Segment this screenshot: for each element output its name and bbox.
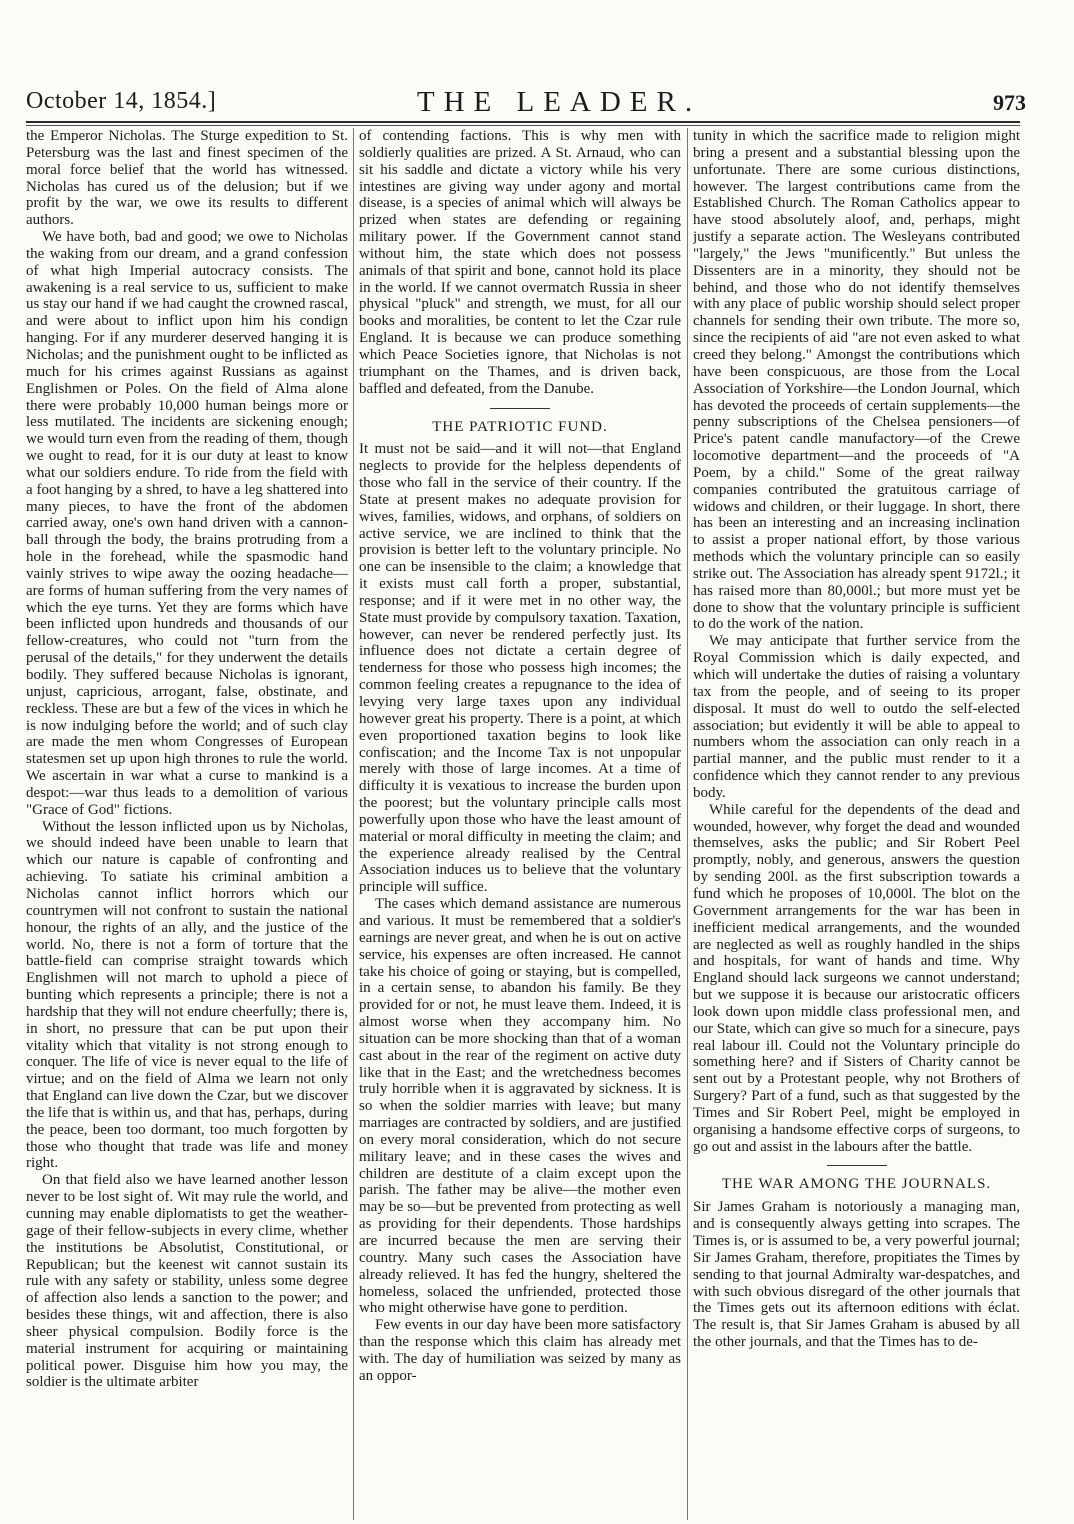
section-rule <box>827 1165 887 1166</box>
paragraph: Sir James Graham is notoriously a managing man, and is consequently always getting into scrapes. The Times is, or is assumed to be, a very powerful journal; Sir James Graham, therefore, propitiates the Times by sending to that journal Admiralty war-despatches, and with such obvious disregard of the other journals that the Times gets out its afternoon editions with éclat. The result is, that Sir James Graham is abused by all the other journals, and that the Times has to de- <box>693 1199 1020 1351</box>
column-divider <box>687 128 688 1520</box>
paragraph: While careful for the dependents of the dead and wounded, however, why forget the dead and wounded themselves, asks the public; and Sir Robert Peel promptly, nobly, and generous, answers the question by sending 200l. as the first subscription towards a fund which he proposes of 10,000l. The blot on the Government arrangements for the war has been in inefficient medical arrangements, and the wounded are neglected as well as roughly handled in the ships and hospitals, for want of hands and time. Why England should lack surgeons we cannot understand; but we suppose it is because our aristocratic officers look down upon middle class professional men, and our State, which can give so much for a sinecure, pays real labour ill. Could not the Voluntary principle do something here? and if Sisters of Charity cannot be sent out by a Protestant people, why not Brothers of Surgery? Part of a fund, such as that suggested by the Times and Sir Robert Peel, might be employed in organising a handsome effective corps of surgeons, to go out and assist in the labours after the battle. <box>693 801 1020 1155</box>
column-3 <box>693 128 1020 1520</box>
header-rule <box>26 121 1020 123</box>
header-rule-thin <box>26 125 1020 126</box>
newspaper-title: THE LEADER. <box>416 86 702 118</box>
page-number: 973 <box>993 90 1026 115</box>
paragraph: The cases which demand assistance are numerous and various. It must be remembered that a soldier's earnings are never great, and when he is out on active service, his expenses are often increased. He cannot take his choice of going or staying, but is compelled, in a certain sense, to abandon his family. Be they provided for or not, he must leave them. Indeed, it is almost worse when they accompany him. No situation can be more shocking than that of a woman cast about in the rear of the regiment on active duty like that in the East; and the wretchedness becomes truly horrible when it is aggravated by sickness. It is so when the soldier marries with leave; but many marriages are contracted by soldiers, and are justified on every moral consideration, which do not secure military leave; and in these cases the wives and children are destitute of a claim except upon the parish. The father may be alive—the mother even may be so—but be prevented from protecting as well as providing for their dependents. Those hardships are incurred because the men are serving their country. Many such cases the Association have already relieved. It has fed the hungry, sheltered the homeless, solaced the unfriended, protected those who might otherwise have gone to perdition. <box>359 896 681 1317</box>
article-heading-patriotic-fund: THE PATRIOTIC FUND. <box>432 418 608 435</box>
paragraph: of contending factions. This is why men with soldierly qualities are prized. A St. Arnaud, who can sit his saddle and dictate a victory while his very intestines are giving way under agony and mortal disease, is a species of animal which will always be prized when states are defending or regaining military power. If the Government cannot stand without him, the state which does not possess animals of that spirit and bone, cannot hold its place in the world. If we cannot overmatch Russia in sheer physical "pluck" and strength, we must, for all our books and moralities, be content to let the Czar rule England. It is because we can produce something which Peace Societies ignore, that Nicholas is not triumphant on the Thames, and is driven back, baffled and defeated, from the Danube. <box>359 128 681 397</box>
section-rule <box>490 408 550 409</box>
issue-date: October 14, 1854.] <box>26 88 217 114</box>
column-divider <box>353 128 354 1520</box>
paragraph: tunity in which the sacrifice made to religion might bring a present and a substantial blessing upon the unfortunate. There are some curious distinctions, however. The largest contributions came from the Established Church. The Roman Catholics appear to have stood absolutely aloof, and, perhaps, might justify a separate action. The Wesleyans contributed "largely," the Jews "munificently." But unless the Dissenters are in a minority, they should not be behind, and those who do not identify themselves with any place of public worship should select proper channels for sending their own tribute. The more so, since the recipients of aid "are not even asked to what creed they belong." Amongst the contributions which have been conspicuous, are those from the Local Association of Yorkshire—the London Journal, which has devoted the proceeds of certain supplements—the penny subscriptions of the Chelsea pensioners—of Price's patent candle manufactory—of the Crewe locomotive department—and the proceeds of "A Poem, by a child." Some of the great railway companies contributed the gratuitous carriage of widows and children, or their luggage. In short, there has been an interesting and an increasing inclination to assist a proper national effort, by those various methods which the voluntary principle can so easily strike out. The Association has already spent 9172l.; it has raised more than 80,000l.; but more must yet be done to show that the voluntary principle is sufficient to do the work of the nation. <box>693 128 1020 633</box>
paragraph: On that field also we have learned another lesson never to be lost sight of. Wit may rule the world, and cunning may enable diplomatists to get the weather-gage of their fellow-subjects in every clime, whether the institutions be Absolutist, Constitutional, or Republican; but the keenest wit cannot sustain its rule with any safety or stability, unless some degree of affection also lends a sanction to the power; and besides these things, wit and affection, there is also sheer physical compulsion. Bodily force is the material instrument for acquiring or maintaining political power. Disguise him how you may, the soldier is the ultimate arbiter <box>26 1172 348 1391</box>
paragraph: Few events in our day have been more satisfactory than the response which this claim has already met with. The day of humiliation was seized by many as an oppor- <box>359 1317 681 1384</box>
article-heading-war-among-journals: THE WAR AMONG THE JOURNALS. <box>721 1176 992 1193</box>
masthead <box>26 84 1026 118</box>
paragraph: We may anticipate that further service from the Royal Commission which is daily expected, and which will undertake the duties of raising a voluntary tax from the people, and of seeing to its proper disposal. It must do well to outdo the self-elected association; but evidently it will be able to appeal to numbers whom the association can only reach in a partial manner, and the public must render to it a confidence which they cannot render to any previous body. <box>693 633 1020 801</box>
paragraph: Without the lesson inflicted upon us by Nicholas, we should indeed have been unable to learn that which our nature is capable of confronting and achieving. To satiate his criminal ambition a Nicholas cannot inflict horrors which our countrymen will not confront to sustain the national honour, the rights of an ally, and the justice of the world. No, there is not a form of torture that the battle-field can comprise straight towards which Englishmen will not march to uphold a piece of bunting which represents a principle; there is not a hardship that they will not endure cheerfully; there is, in short, no pressure that can be put upon their vitality which that vitality is not strong enough to conquer. The life of vice is never equal to the life of virtue; and on the field of Alma we learn not only that England can live down the Czar, but we discover the life that is within us, and that has, perhaps, during the peace, been too dormant, too much forgotten by those who thought that trade was life and money right. <box>26 818 348 1172</box>
paragraph: the Emperor Nicholas. The Sturge expedition to St. Petersburg was the last and finest specimen of the moral force belief that the world has witnessed. Nicholas has cured us of the delusion; but if we profit by the war, we owe its results to different authors. <box>26 128 348 229</box>
paragraph: It must not be said—and it will not—that England neglects to provide for the helpless dependents of those who fall in the service of their country. If the State at present makes no adequate provision for wives, families, widows, and orphans, of soldiers on active service, we are inclined to think that the provision is better left to the voluntary principle. No one can be insensible to the claim; a knowledge that it exists must call forth a proper, substantial, response; and if it were met in no other way, the State must provide by compulsory taxation. Taxation, however, can never be rendered perfectly just. Its influence does not dictate a certain degree of tenderness for those who possess high incomes; the common feeling creates a repugnance to the idea of levying very large taxes upon any individual however great his property. There is a point, at which even proportioned taxation begins to look like confiscation; and the Income Tax is not unpopular merely with those of large incomes. At a time of difficulty it is vexatious to increase the burden upon the poorest; but the voluntary principle calls most powerfully upon those who have the least amount of material or moral difficulty in meeting the claim; and the experience already realised by the Central Association induces us to believe that the voluntary principle will suffice. <box>359 441 681 896</box>
column-2 <box>359 128 681 1520</box>
column-1 <box>26 128 348 1520</box>
paragraph: We have both, bad and good; we owe to Nicholas the waking from our dream, and a grand confession of what high Imperial autocracy consists. The awakening is a real service to us, sufficient to make us stay our hand if we had caught the crowned rascal, and were about to inflict upon him his condign hanging. For if any murderer deserved hanging it is Nicholas; and the punishment ought to be inflicted as much for his crimes against Russians as against Englishmen or Poles. On the field of Alma alone there were probably 10,000 human beings more or less mutilated. The incidents are sickening enough; we would turn even from the reading of them, though we ought to read, for it is our duty at least to know what our soldiers endure. To ride from the field with a foot hanging by a shred, to have a leg shattered into many pieces, to have the front of the abdomen carried away, one's own hand driven with a cannon-ball through the body, the brains protruding from a hole in the forehead, while the spasmodic hand vainly strives to wipe away the oozing headache—are forms of human suffering from the very names of which the eye turns. Yet they are forms which have been inflicted upon hundreds and thousands of our fellow-creatures, who could not "turn from the perusal of the details," for they underwent the details bodily. They suffered because Nicholas is ignorant, unjust, capricious, arrogant, false, obstinate, and reckless. These are but a few of the vices in which he is now indulging before the world; and of such clay are made the men whom Congresses of European statesmen set up upon high thrones to rule the world. We ascertain in war what a curse to mankind is a despot:—war thus leads to a demolition of various "Grace of God" fictions. <box>26 229 348 818</box>
